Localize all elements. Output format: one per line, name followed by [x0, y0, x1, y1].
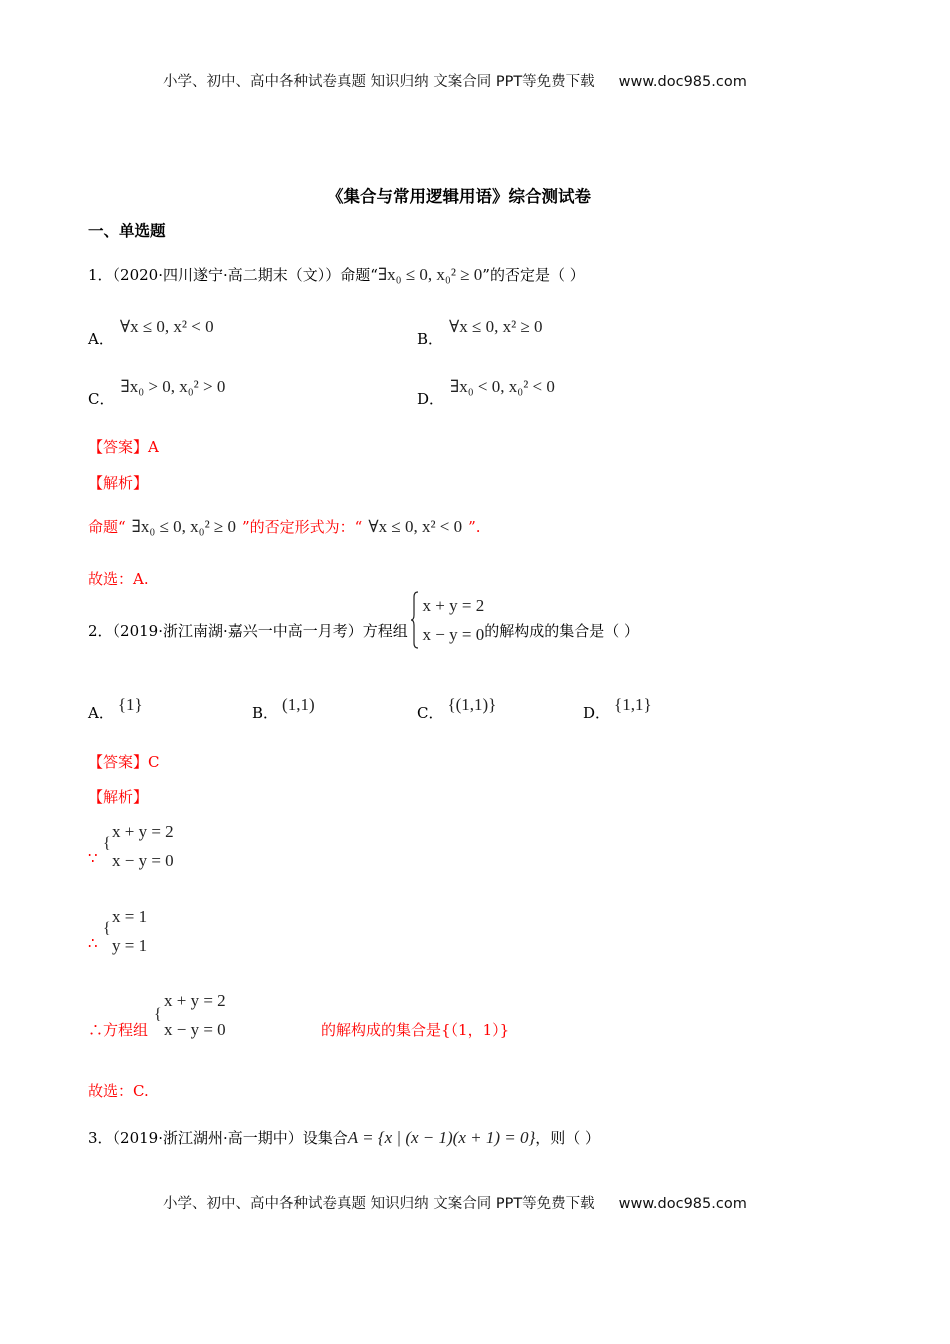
q2-option-d-letter: D． — [583, 704, 611, 722]
q1-answer-label: 【答案】 — [88, 438, 149, 456]
header-url[interactable]: www.doc985.com — [618, 74, 747, 90]
q2-option-c[interactable] — [417, 694, 497, 722]
q2-option-c-math: {(1,1)} — [447, 695, 497, 714]
q2-solution-system — [112, 902, 147, 960]
q1-option-d-math: ∃x₀ < 0, x₀² < 0 — [450, 377, 555, 396]
q1-conclusion: 故选：A. — [88, 570, 149, 588]
q1-option-a-math: ∀x ≤ 0, x² < 0 — [119, 317, 214, 336]
q1-analysis-suffix: ”. — [468, 518, 481, 536]
document-title: 《集合与常用逻辑用语》综合测试卷 — [327, 187, 591, 206]
q2-option-a[interactable] — [88, 694, 143, 722]
therefore-symbol: ∴ — [88, 934, 98, 952]
header-text: 小学、初中、高中各种试卷真题 知识归纳 文案合同 PPT等免费下载 — [163, 74, 595, 90]
footer-url[interactable]: www.doc985.com — [618, 1196, 747, 1212]
q1-analysis — [88, 516, 481, 537]
q2-stem-suffix: 的解构成的集合是（ ） — [484, 622, 640, 640]
q2-option-a-math: {1} — [117, 695, 143, 714]
q1-option-b-letter: B． — [417, 330, 444, 348]
because-symbol: ∵ — [88, 849, 98, 867]
question-2-stem — [88, 596, 640, 661]
q2-conclusion-suffix: 的解构成的集合是{（1，1）} — [321, 1021, 510, 1039]
q1-analysis-negation: ∀x ≤ 0, x² < 0 — [368, 517, 463, 536]
q2-answer-value: C — [148, 753, 160, 771]
q2-option-d[interactable] — [583, 694, 652, 722]
q1-proposition: ∃x₀ ≤ 0, x₀² ≥ 0 — [377, 265, 483, 284]
q1-answer-value: A — [148, 438, 159, 456]
q3-set-expression: A = {x | (x − 1)(x + 1) = 0} — [347, 1128, 536, 1147]
q2-answer — [88, 751, 160, 772]
q1-option-a[interactable] — [88, 316, 214, 348]
q2-final-eq2: x − y = 0 — [164, 1020, 226, 1039]
q2-option-d-math: {1,1} — [614, 695, 652, 714]
q2-option-b[interactable] — [252, 694, 315, 722]
q2-eq1: x + y = 2 — [422, 596, 485, 615]
q2-because-eq1: x + y = 2 — [112, 822, 174, 841]
q2-stem-prefix: 2．（2019·浙江南湖·嘉兴一中高一月考）方程组 — [88, 622, 408, 640]
q2-eq2: x − y = 0 — [422, 625, 485, 644]
q2-option-a-letter: A． — [88, 704, 114, 722]
q1-option-b[interactable] — [417, 316, 543, 348]
q2-because-system — [112, 817, 174, 875]
q1-option-b-math: ∀x ≤ 0, x² ≥ 0 — [449, 317, 543, 336]
q2-analysis-label: 【解析】 — [88, 788, 149, 806]
q1-analysis-label: 【解析】 — [88, 474, 149, 492]
q2-sol2: y = 1 — [112, 936, 148, 955]
q3-stem-suffix: ，则（ ） — [535, 1129, 601, 1147]
q2-option-b-math: (1,1) — [282, 695, 315, 714]
q2-final-system — [164, 986, 226, 1044]
q1-option-d-letter: D． — [417, 390, 445, 408]
q1-analysis-proposition: ∃x₀ ≤ 0, x₀² ≥ 0 — [131, 517, 237, 536]
q2-final-eq1: x + y = 2 — [164, 991, 226, 1010]
small-brace-icon: { — [103, 835, 111, 852]
footer-text: 小学、初中、高中各种试卷真题 知识归纳 文案合同 PPT等免费下载 — [163, 1196, 595, 1212]
page-header — [163, 70, 747, 91]
question-3-stem — [88, 1127, 600, 1148]
q2-sol1: x = 1 — [112, 907, 148, 926]
q1-option-d[interactable] — [417, 376, 555, 408]
q1-analysis-mid: ”的否定形式为：“ — [242, 518, 363, 536]
page-footer — [163, 1192, 747, 1213]
left-brace-icon — [411, 591, 419, 649]
q1-option-c-math: ∃x₀ > 0, x₀² > 0 — [120, 377, 226, 396]
q2-option-b-letter: B． — [252, 704, 279, 722]
q1-analysis-prefix: 命题“ — [88, 518, 126, 536]
q2-option-c-letter: C． — [417, 704, 444, 722]
small-brace-icon: { — [103, 920, 111, 937]
small-brace-icon: { — [154, 1006, 162, 1023]
q2-because-eq2: x − y = 0 — [112, 851, 174, 870]
q1-stem-prefix: 1．（2020·四川遂宁·高二期末（文））命题“ — [88, 266, 378, 284]
q1-answer — [88, 436, 159, 457]
q2-therefore2: ∴方程组 — [88, 1021, 149, 1039]
q2-conclusion: 故选：C. — [88, 1082, 149, 1100]
q3-stem-prefix: 3．（2019·浙江湖州·高一期中）设集合 — [88, 1129, 348, 1147]
q1-option-c-letter: C． — [88, 390, 115, 408]
q1-option-a-letter: A． — [88, 330, 114, 348]
q1-stem-suffix: ”的否定是（ ） — [482, 266, 585, 284]
q1-option-c[interactable] — [88, 376, 226, 408]
question-1-stem — [88, 264, 585, 285]
q2-system — [413, 591, 485, 649]
section-heading-single-choice: 一、单选题 — [88, 221, 166, 240]
q2-answer-label: 【答案】 — [88, 753, 149, 771]
